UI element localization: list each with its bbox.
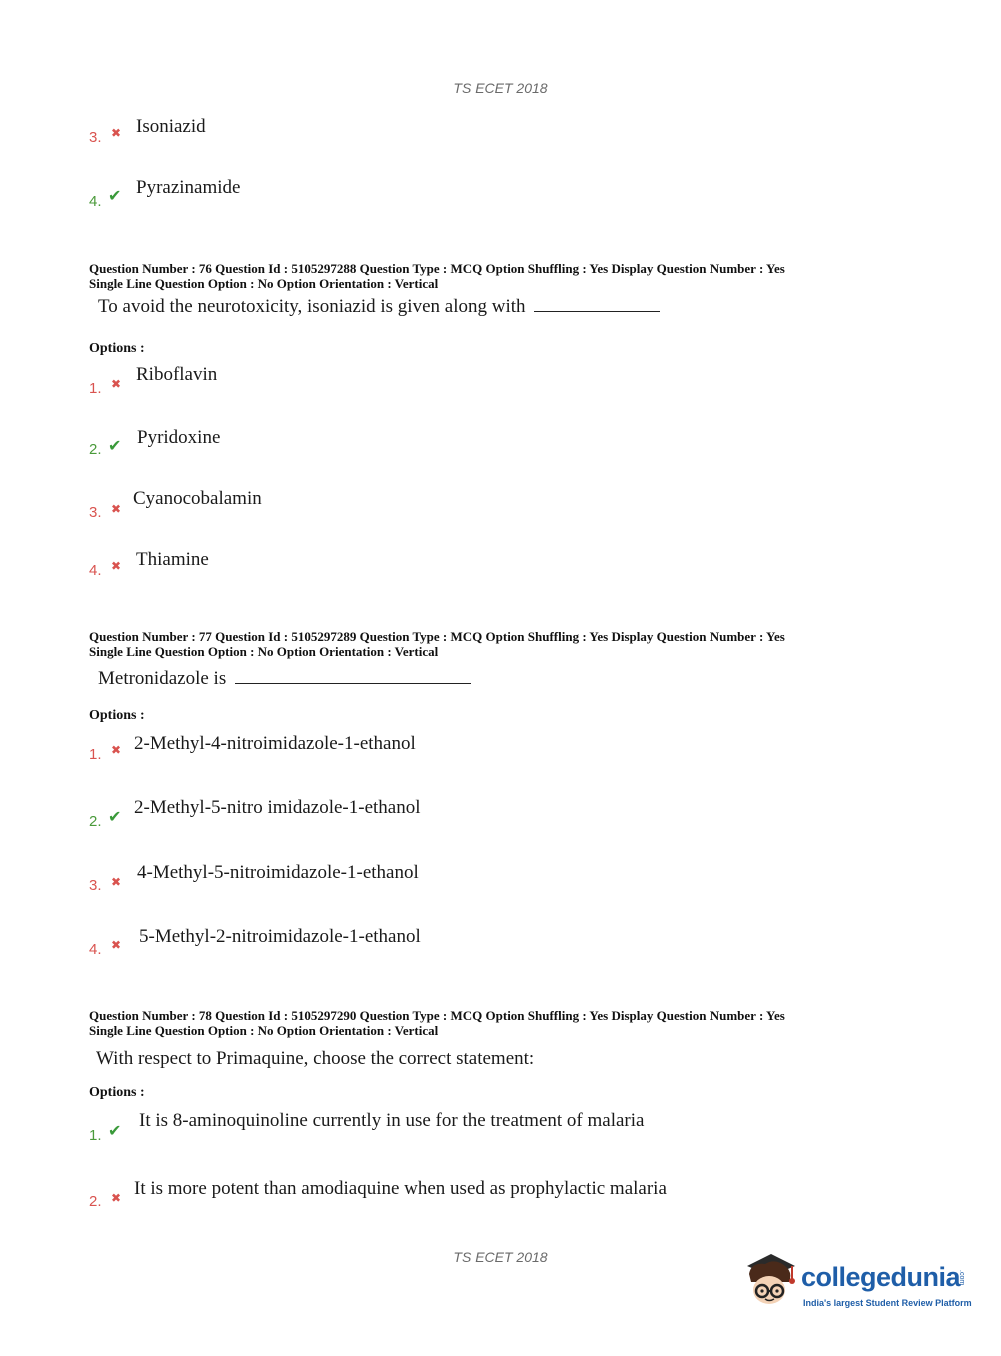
question-meta: Question Number : 76 Question Id : 5105297288 Question Type : MCQ Option Shuffling : Yes Display Question Number : Yes <box>89 261 785 276</box>
option-number: 4. <box>89 562 102 579</box>
option-text: 5-Methyl-2-nitroimidazole-1-ethanol <box>139 926 421 947</box>
question-text-body: Metronidazole is <box>98 668 227 689</box>
question-meta: Single Line Question Option : No Option Orientation : Vertical <box>89 644 439 659</box>
collegedunia-tagline: India's largest Student Review Platform <box>803 1298 972 1308</box>
answer-blank <box>235 682 471 684</box>
option-number: 3. <box>89 129 102 146</box>
question-text-body: To avoid the neurotoxicity, isoniazid is given along with <box>98 296 526 317</box>
check-icon: ✔ <box>108 807 122 826</box>
cross-icon: ✖ <box>111 875 122 889</box>
cross-icon: ✖ <box>111 938 122 952</box>
check-icon: ✔ <box>108 186 122 205</box>
option-number: 1. <box>89 1127 102 1144</box>
cross-icon: ✖ <box>111 126 122 140</box>
option-number: 2. <box>89 441 102 458</box>
option-number: 1. <box>89 380 102 397</box>
option-text: Cyanocobalamin <box>133 488 262 509</box>
options-label: Options : <box>89 708 145 723</box>
question-text: With respect to Primaquine, choose the correct statement: <box>96 1048 535 1069</box>
check-icon: ✔ <box>108 436 122 455</box>
question-meta: Question Number : 77 Question Id : 5105297289 Question Type : MCQ Option Shuffling : Yes Display Question Number : Yes <box>89 629 785 644</box>
question-text <box>98 296 660 318</box>
cross-icon: ✖ <box>111 502 122 516</box>
check-icon: ✔ <box>108 1121 122 1140</box>
options-label: Options : <box>89 1085 145 1100</box>
option-number: 2. <box>89 1193 102 1210</box>
option-number: 4. <box>89 193 102 210</box>
option-number: 2. <box>89 813 102 830</box>
collegedunia-domain: .com <box>958 1270 965 1286</box>
option-text: Pyrazinamide <box>136 177 241 198</box>
option-text: Riboflavin <box>136 364 218 385</box>
cross-icon: ✖ <box>111 1191 122 1205</box>
question-meta: Question Number : 78 Question Id : 5105297290 Question Type : MCQ Option Shuffling : Yes Display Question Number : Yes <box>89 1008 785 1023</box>
option-text: Pyridoxine <box>137 427 221 448</box>
option-number: 3. <box>89 877 102 894</box>
collegedunia-mascot-icon <box>741 1252 799 1310</box>
option-number: 4. <box>89 941 102 958</box>
option-number: 1. <box>89 746 102 763</box>
page-header: TS ECET 2018 <box>453 80 548 96</box>
option-text: Thiamine <box>136 549 209 570</box>
question-meta: Single Line Question Option : No Option Orientation : Vertical <box>89 276 439 291</box>
option-number: 3. <box>89 504 102 521</box>
options-label: Options : <box>89 341 145 356</box>
cross-icon: ✖ <box>111 743 122 757</box>
collegedunia-wordmark: collegedunia <box>801 1262 961 1292</box>
option-text: 4-Methyl-5-nitroimidazole-1-ethanol <box>137 862 419 883</box>
option-text: It is more potent than amodiaquine when used as prophylactic malaria <box>134 1178 667 1199</box>
option-text: 2-Methyl-5-nitro imidazole-1-ethanol <box>134 797 421 818</box>
answer-blank <box>534 310 660 312</box>
cross-icon: ✖ <box>111 559 122 573</box>
option-text: It is 8-aminoquinoline currently in use for the treatment of malaria <box>139 1110 645 1131</box>
page-footer: TS ECET 2018 <box>453 1249 548 1265</box>
question-meta: Single Line Question Option : No Option Orientation : Vertical <box>89 1023 439 1038</box>
question-text <box>98 668 471 690</box>
cross-icon: ✖ <box>111 377 122 391</box>
option-text: 2-Methyl-4-nitroimidazole-1-ethanol <box>134 733 416 754</box>
option-text: Isoniazid <box>136 116 206 137</box>
